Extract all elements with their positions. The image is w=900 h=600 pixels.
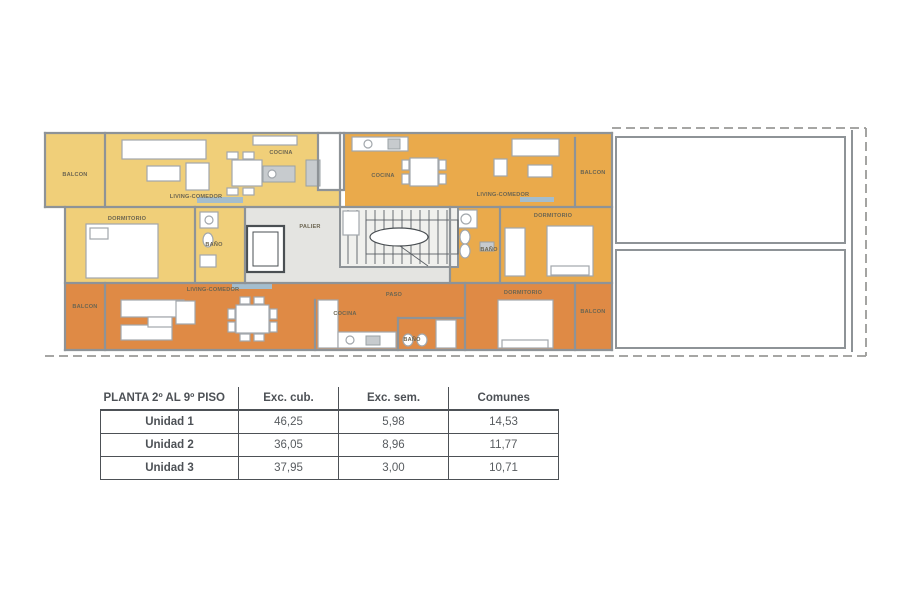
room-label-cocina-2: COCINA	[371, 173, 395, 179]
cell-exc-cub: 46,25	[239, 410, 339, 434]
room-label-dormitorio-1: DORMITORIO	[107, 216, 147, 222]
room-label-balcon-3: BALCON	[72, 304, 98, 310]
room-label-cocina-1: COCINA	[269, 150, 293, 156]
table-row-unidad-1	[101, 410, 559, 434]
room-label-balcon-1: BALCON	[62, 172, 88, 178]
cell-comunes: 10,71	[449, 457, 559, 480]
room-label-dormitorio-2: DORMITORIO	[533, 213, 573, 219]
table-row-unidad-3	[101, 457, 559, 480]
row-label: Unidad 3	[101, 457, 239, 480]
room-label-living-3: LIVING-COMEDOR	[186, 287, 240, 293]
cell-exc-cub: 36,05	[239, 434, 339, 457]
room-label-bano-3: BAÑO	[403, 337, 421, 343]
table-row-unidad-2	[101, 434, 559, 457]
room-label-balcon-2: BALCON	[580, 170, 606, 176]
table-header-row	[101, 387, 559, 410]
room-label-balcon-4: BALCON	[580, 309, 606, 315]
cell-comunes: 14,53	[449, 410, 559, 434]
cell-exc-sem: 3,00	[339, 457, 449, 480]
rear-patios	[616, 130, 852, 352]
cell-exc-sem: 5,98	[339, 410, 449, 434]
room-label-cocina-3: COCINA	[333, 311, 357, 317]
column-header-exc-cub: Exc. cub.	[239, 387, 339, 410]
table-title: PLANTA 2º AL 9º PISO	[101, 387, 239, 410]
staircase	[340, 207, 458, 267]
cell-exc-sem: 8,96	[339, 434, 449, 457]
row-label: Unidad 1	[101, 410, 239, 434]
areas-table	[100, 387, 559, 480]
room-label-bano-2: BAÑO	[480, 247, 498, 253]
room-label-living-1: LIVING-COMEDOR	[169, 194, 223, 200]
room-label-paso: PASO	[385, 292, 403, 298]
cell-exc-cub: 37,95	[239, 457, 339, 480]
column-header-exc-sem: Exc. sem.	[339, 387, 449, 410]
cell-comunes: 11,77	[449, 434, 559, 457]
row-label: Unidad 2	[101, 434, 239, 457]
elevator	[247, 226, 284, 272]
room-label-dormitorio-3: DORMITORIO	[503, 290, 543, 296]
column-header-comunes: Comunes	[449, 387, 559, 410]
room-label-living-2: LIVING-COMEDOR	[476, 192, 530, 198]
room-label-palier: PALIER	[299, 224, 321, 230]
room-label-bano-1: BAÑO	[205, 242, 223, 248]
floor-plan	[40, 115, 880, 370]
